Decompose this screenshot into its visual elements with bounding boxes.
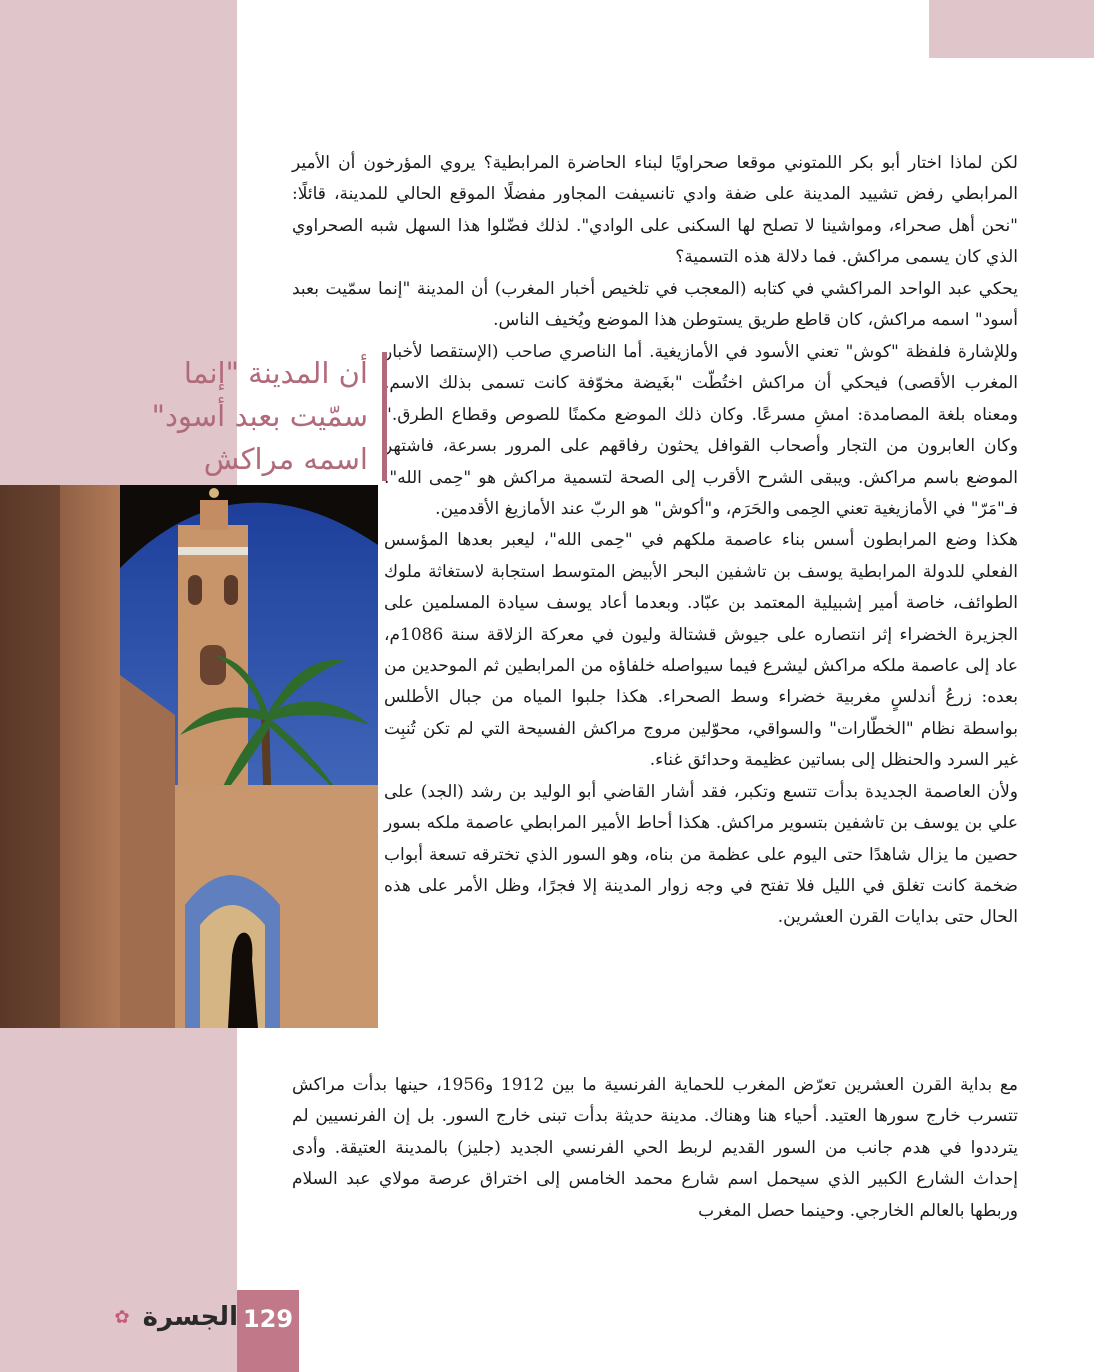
paragraph: مع بداية القرن العشرين تعرّض المغرب للحماية الفرنسية ما بين 1912 و1956، حينها بدأت مراكش تتسرب خارج سورها العتيد. أحياء هنا وهناك. مدينة حديثة بدأت تبنى خارج السور. بل إن الفرنسيين لم يترددوا في هدم جانب من السور القديم لربط الحي الفرنسي الجديد (جليز) بالمدينة العتيقة. وأدى إحداث الشارع الكبير الذي سيحمل اسم شارع محمد الخامس إلى اختراق عرصة مولاي عبد السلام وربطها بالعالم الخارجي. وحينما حصل المغرب [292, 1075, 1019, 1221]
article-text-middle [384, 337, 1018, 934]
magazine-logo-text: الجسرة [142, 1302, 238, 1332]
paragraph: وللإشارة فلفظة "كوش" تعني الأسود في الأمازيغية. أما الناصري صاحب (الإستقصا لأخبار المغرب الأقصى) فيحكي أن مراكش اختُطّت "بغَيضة مخوّفة كانت تسمى بذلك الاسم. ومعناه بلغة المصامدة: امشِ مسرعًا. وكان ذلك الموضع مكمنًا للصوص وقطاع الطرق." وكان العابرون من التجار وأصحاب القوافل يحثون رفاقهم على المرور بسرعة، فاشتهر الموضع باسم مراكش. ويبقى الشرح الأقرب إلى الصحة لتسمية مراكش هو "حِمى الله". فـ"مَرّ" في الأمازيغية تعني الحِمى والحَرَم، و"أكوش" هو الربّ عند الأمازيغ الأقدمين. [384, 342, 1018, 520]
top-decorative-tab [929, 0, 1094, 58]
pull-quote-line: أن المدينة "إنما [183, 356, 368, 390]
article-text-top [292, 148, 1018, 336]
paragraph: هكذا وضع المرابطون أسس بناء عاصمة ملكهم في "حِمى الله"، ليعبر بعدها المؤسس الفعلي للدولة المرابطية يوسف بن تاشفين البحر الأبيض المتوسط استجابة لاستغاثة ملوك الطوائف، خاصة أمير إشبيلية المعتمد بن عبّاد. وبعدما أعاد يوسف سيادة المسلمين على الجزيرة الخضراء إثر انتصاره على جيوش قشتالة وليون في معركة الزلاقة سنة 1086م، عاد إلى عاصمة ملكه مراكش ليشرع فيما سيواصله خلفاؤه من المرابطين ثم الموحدين من بعده: زرعُ أندلسٍ مغربية خضراء وسط الصحراء. هكذا جلبوا المياه من جبال الأطلس بواسطة نظام "الخطّارات" والسواقي، محوّلين مروج مراكش الفسيحة التي لم تكن تُنبِت غير السرد والحنظل إلى بساتين عظيمة وحدائق غناء. [384, 530, 1018, 771]
page-number: 129 [242, 1305, 294, 1333]
magazine-logo [108, 1302, 238, 1342]
paragraph: لكن لماذا اختار أبو بكر اللمتوني موقعا صحراويًا لبناء الحاضرة المرابطية؟ يروي المؤرخون أن الأمير المرابطي رفض تشييد المدينة على ضفة وادي تانسيفت المجاور مفضلًا الموقع الحالي للمدينة، قائلًا: "نحن أهل صحراء، ومواشينا لا تصلح لها السكنى على الوادي". لذلك فضّلوا هذا السهل شبه الصحراوي الذي كان يسمى مراكش. فما دلالة هذه التسمية؟ [292, 153, 1018, 268]
pull-quote-line: اسمه مراكش [203, 442, 368, 476]
flower-icon: ✿ [114, 1307, 130, 1328]
koutoubia-photo [0, 485, 378, 1028]
pull-quote-line: سمّيت بعبد أسود" [151, 399, 368, 433]
paragraph: ولأن العاصمة الجديدة بدأت تتسع وتكبر، فقد أشار القاضي أبو الوليد بن رشد (الجد) على علي بن يوسف بن تاشفين بتسوير مراكش. هكذا أحاط الأمير المرابطي عاصمة ملكه بسور حصين ما يزال شاهدًا حتى اليوم على عظمة من بناه، وهو السور الذي تخترقه تسعة أبواب ضخمة كانت تغلق في الليل فلا تفتح في وجه زوار المدينة إلا فجرًا، وظل الأمر على هذه الحال حتى بدايات القرن العشرين. [384, 781, 1018, 928]
paragraph: يحكي عبد الواحد المراكشي في كتابه (المعجب في تلخيص أخبار المغرب) أن المدينة "إنما سمّيت بعبد أسود" اسمه مراكش، كان قاطع طريق يستوطن هذا الموضع ويُخيف الناس. [292, 278, 1018, 331]
article-text-bottom [292, 1070, 1018, 1227]
pull-quote [151, 352, 387, 481]
koutoubia-illustration [0, 485, 378, 1028]
